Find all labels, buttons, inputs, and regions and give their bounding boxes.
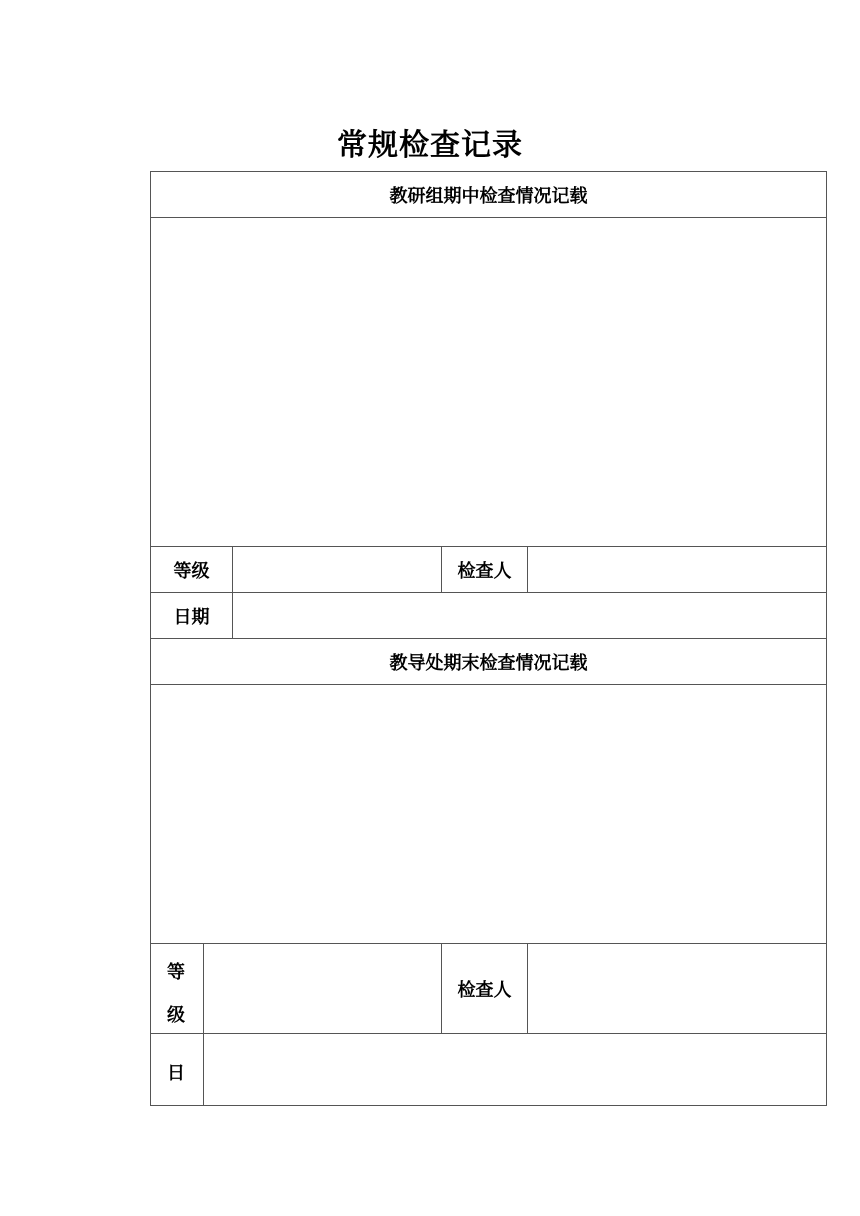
page-title: 常规检查记录 xyxy=(337,128,523,163)
section1-grade-label: 等级 xyxy=(173,560,210,582)
section1-checker-label-cell xyxy=(441,546,528,593)
section2-grade-label-1: 等 xyxy=(167,962,185,983)
section1-grade-label-cell xyxy=(150,546,233,593)
section2-header: 教导处期末检查情况记载 xyxy=(389,652,588,674)
section1-date-label: 日期 xyxy=(173,606,210,628)
section2-date-label-cell xyxy=(150,1033,204,1106)
section2-grade-field[interactable] xyxy=(203,943,442,1034)
section2-grade-label-cell xyxy=(150,943,204,1034)
section2-date-field[interactable] xyxy=(203,1033,827,1106)
section1-checker-label: 检查人 xyxy=(457,560,512,582)
section1-date-field[interactable] xyxy=(232,592,827,639)
section2-checker-label-cell xyxy=(441,943,528,1034)
section1-header-cell xyxy=(150,171,827,218)
section2-checker-field[interactable] xyxy=(527,943,827,1034)
section2-header-cell xyxy=(150,638,827,685)
section1-grade-field[interactable] xyxy=(232,546,442,593)
section2-date-label: 日 xyxy=(167,1063,185,1084)
section2-grade-label-2: 级 xyxy=(167,1005,185,1026)
section1-date-label-cell xyxy=(150,592,233,639)
section1-checker-field[interactable] xyxy=(527,546,827,593)
section2-checker-label: 检查人 xyxy=(457,979,512,1001)
section1-header: 教研组期中检查情况记载 xyxy=(389,185,588,207)
section1-content-area[interactable] xyxy=(150,217,827,547)
section2-content-area[interactable] xyxy=(150,684,827,944)
